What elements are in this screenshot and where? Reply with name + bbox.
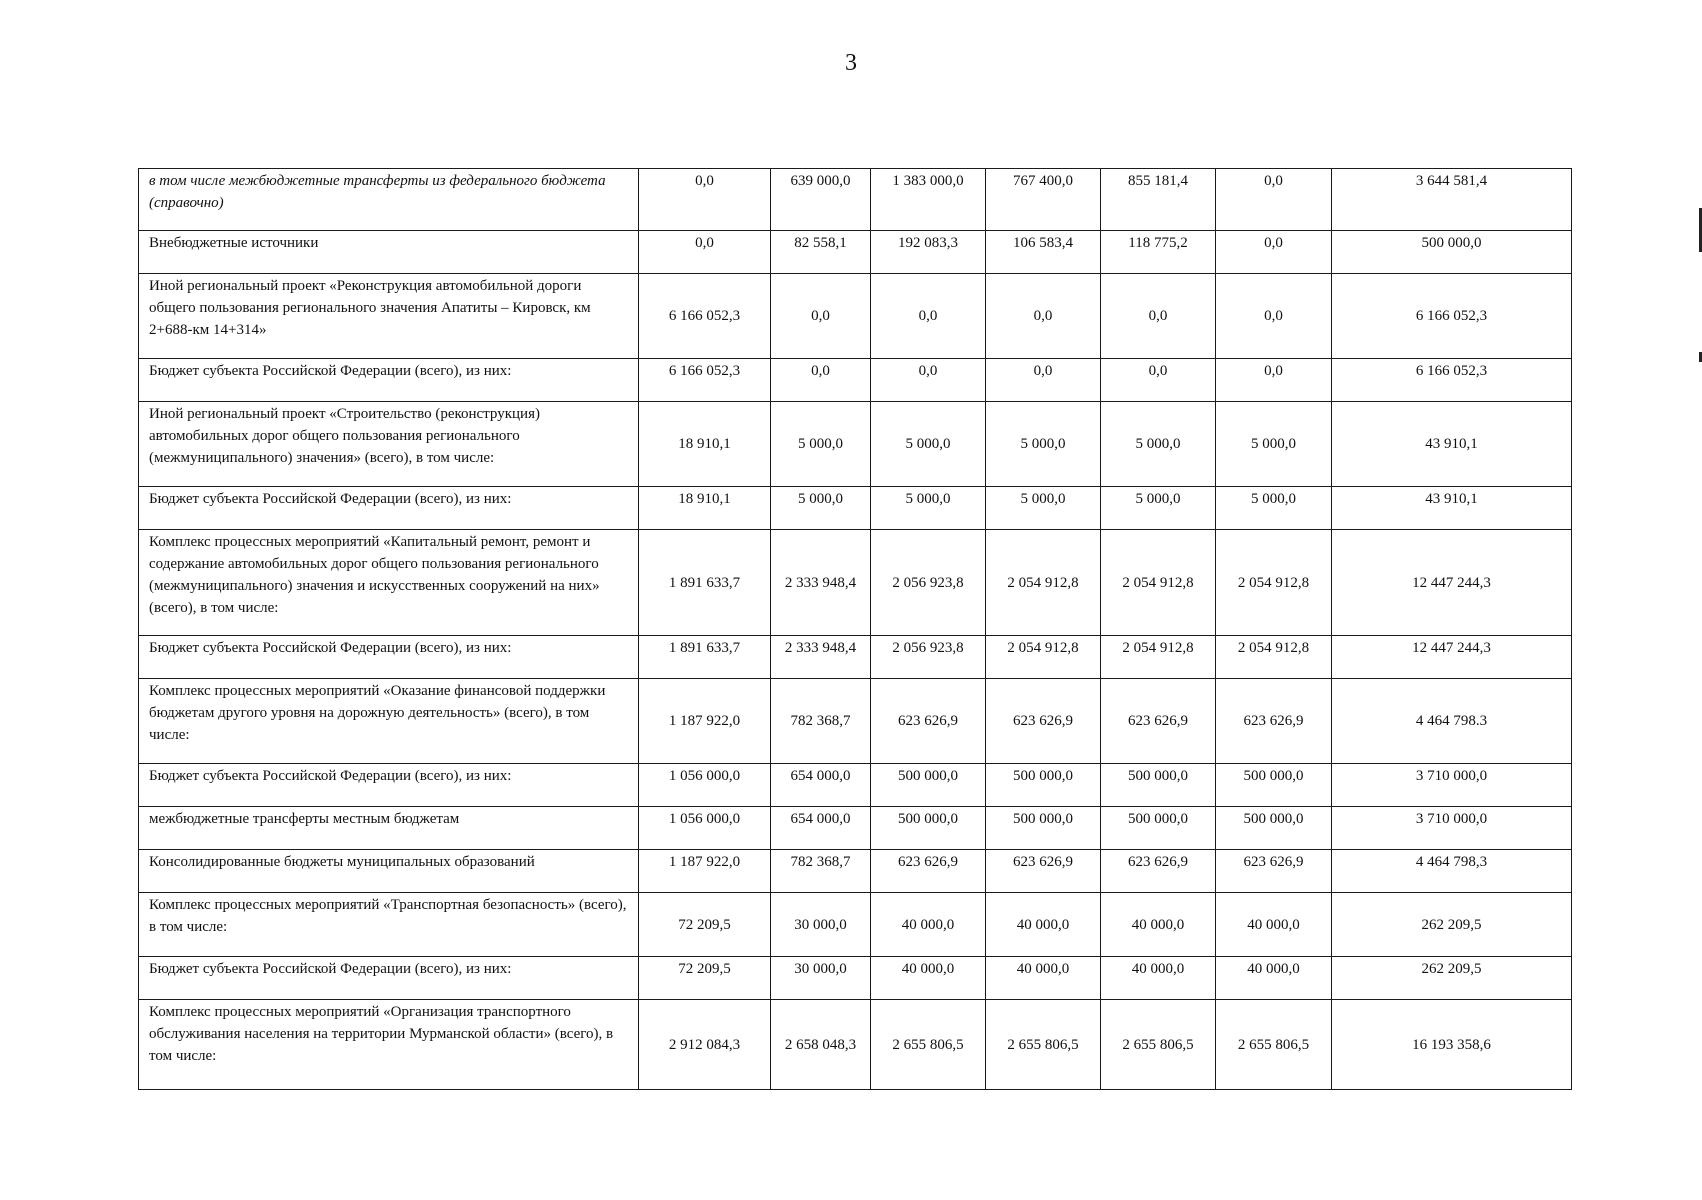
value-cell: 0,0 — [871, 274, 986, 359]
row-label: Комплекс процессных мероприятий «Оказание финансовой поддержки бюджетам другого уровня на дорожную деятельность» (всего), в том числе: — [139, 679, 639, 764]
value-cell: 40 000,0 — [1216, 957, 1332, 1000]
value-cell: 0,0 — [639, 169, 771, 231]
row-total-cell: 500 000,0 — [1332, 231, 1572, 274]
value-cell: 500 000,0 — [1101, 807, 1216, 850]
value-cell: 623 626,9 — [1216, 679, 1332, 764]
value-cell: 118 775,2 — [1101, 231, 1216, 274]
row-total-cell: 43 910,1 — [1332, 487, 1572, 530]
value-cell: 2 655 806,5 — [986, 1000, 1101, 1090]
value-cell: 5 000,0 — [1216, 487, 1332, 530]
value-cell: 40 000,0 — [871, 957, 986, 1000]
value-cell: 1 056 000,0 — [639, 807, 771, 850]
value-cell: 2 054 912,8 — [986, 530, 1101, 636]
value-cell: 2 333 948,4 — [771, 636, 871, 679]
table-row — [139, 1000, 1572, 1090]
row-total-cell: 3 710 000,0 — [1332, 764, 1572, 807]
value-cell: 30 000,0 — [771, 957, 871, 1000]
value-cell: 0,0 — [771, 359, 871, 402]
value-cell: 0,0 — [1216, 359, 1332, 402]
value-cell: 5 000,0 — [771, 402, 871, 487]
value-cell: 782 368,7 — [771, 850, 871, 893]
value-cell: 623 626,9 — [871, 679, 986, 764]
value-cell: 6 166 052,3 — [639, 359, 771, 402]
table-row — [139, 764, 1572, 807]
table-row — [139, 679, 1572, 764]
row-total-cell: 3 710 000,0 — [1332, 807, 1572, 850]
value-cell: 0,0 — [1216, 274, 1332, 359]
row-label: Бюджет субъекта Российской Федерации (всего), из них: — [139, 636, 639, 679]
value-cell: 654 000,0 — [771, 764, 871, 807]
value-cell: 5 000,0 — [871, 487, 986, 530]
value-cell: 2 054 912,8 — [1101, 530, 1216, 636]
value-cell: 2 056 923,8 — [871, 636, 986, 679]
value-cell: 623 626,9 — [1101, 679, 1216, 764]
value-cell: 2 655 806,5 — [1216, 1000, 1332, 1090]
row-total-cell: 12 447 244,3 — [1332, 530, 1572, 636]
row-total-cell: 43 910,1 — [1332, 402, 1572, 487]
value-cell: 5 000,0 — [986, 487, 1101, 530]
table-row — [139, 169, 1572, 231]
row-label: Бюджет субъекта Российской Федерации (всего), из них: — [139, 764, 639, 807]
value-cell: 2 912 084,3 — [639, 1000, 771, 1090]
value-cell: 623 626,9 — [871, 850, 986, 893]
value-cell: 0,0 — [771, 274, 871, 359]
value-cell: 500 000,0 — [871, 807, 986, 850]
table-row — [139, 893, 1572, 957]
value-cell: 0,0 — [1101, 359, 1216, 402]
value-cell: 1 187 922,0 — [639, 679, 771, 764]
table-row — [139, 274, 1572, 359]
row-total-cell: 4 464 798.3 — [1332, 679, 1572, 764]
value-cell: 1 891 633,7 — [639, 636, 771, 679]
value-cell: 767 400,0 — [986, 169, 1101, 231]
value-cell: 2 054 912,8 — [1216, 530, 1332, 636]
value-cell: 782 368,7 — [771, 679, 871, 764]
row-total-cell: 3 644 581,4 — [1332, 169, 1572, 231]
row-total-cell: 262 209,5 — [1332, 893, 1572, 957]
value-cell: 2 658 048,3 — [771, 1000, 871, 1090]
value-cell: 0,0 — [986, 359, 1101, 402]
value-cell: 82 558,1 — [771, 231, 871, 274]
table-row — [139, 850, 1572, 893]
table-row — [139, 231, 1572, 274]
row-label: Иной региональный проект «Реконструкция автомобильной дороги общего пользования регионального значения Апатиты – Кировск, км 2+688-км 14+314» — [139, 274, 639, 359]
value-cell: 0,0 — [1216, 169, 1332, 231]
value-cell: 106 583,4 — [986, 231, 1101, 274]
value-cell: 6 166 052,3 — [639, 274, 771, 359]
row-label: Иной региональный проект «Строительство (реконструкция) автомобильных дорог общего пользования регионального (межмуниципального) значения» (всего), в том числе: — [139, 402, 639, 487]
row-label: Комплекс процессных мероприятий «Капитальный ремонт, ремонт и содержание автомобильных дорог общего пользования регионального (межмуниципального) значения и искусственных сооружений на них» (всего), в том числе: — [139, 530, 639, 636]
row-label: Бюджет субъекта Российской Федерации (всего), из них: — [139, 957, 639, 1000]
value-cell: 2 054 912,8 — [986, 636, 1101, 679]
value-cell: 2 655 806,5 — [871, 1000, 986, 1090]
value-cell: 1 056 000,0 — [639, 764, 771, 807]
value-cell: 5 000,0 — [1101, 487, 1216, 530]
row-label: Бюджет субъекта Российской Федерации (всего), из них: — [139, 487, 639, 530]
row-label: Комплекс процессных мероприятий «Организация транспортного обслуживания населения на территории Мурманской области» (всего), в том числе: — [139, 1000, 639, 1090]
value-cell: 2 056 923,8 — [871, 530, 986, 636]
value-cell: 623 626,9 — [1216, 850, 1332, 893]
value-cell: 40 000,0 — [986, 957, 1101, 1000]
value-cell: 2 054 912,8 — [1216, 636, 1332, 679]
row-total-cell: 4 464 798,3 — [1332, 850, 1572, 893]
value-cell: 40 000,0 — [1101, 957, 1216, 1000]
value-cell: 500 000,0 — [1216, 764, 1332, 807]
value-cell: 500 000,0 — [871, 764, 986, 807]
value-cell: 5 000,0 — [986, 402, 1101, 487]
value-cell: 654 000,0 — [771, 807, 871, 850]
row-label: в том числе межбюджетные трансферты из федерального бюджета (справочно) — [139, 169, 639, 231]
value-cell: 5 000,0 — [771, 487, 871, 530]
value-cell: 5 000,0 — [871, 402, 986, 487]
table-row — [139, 636, 1572, 679]
value-cell: 18 910,1 — [639, 487, 771, 530]
value-cell: 0,0 — [1101, 274, 1216, 359]
table-row — [139, 487, 1572, 530]
value-cell: 623 626,9 — [986, 679, 1101, 764]
value-cell: 1 187 922,0 — [639, 850, 771, 893]
value-cell: 2 333 948,4 — [771, 530, 871, 636]
page-number: 3 — [845, 50, 857, 76]
table-row — [139, 402, 1572, 487]
row-label: Бюджет субъекта Российской Федерации (всего), из них: — [139, 359, 639, 402]
value-cell: 5 000,0 — [1101, 402, 1216, 487]
table-body — [139, 169, 1572, 1090]
value-cell: 500 000,0 — [1101, 764, 1216, 807]
value-cell: 1 383 000,0 — [871, 169, 986, 231]
value-cell: 72 209,5 — [639, 957, 771, 1000]
value-cell: 40 000,0 — [1101, 893, 1216, 957]
value-cell: 0,0 — [871, 359, 986, 402]
value-cell: 40 000,0 — [1216, 893, 1332, 957]
row-label: Внебюджетные источники — [139, 231, 639, 274]
table-row — [139, 359, 1572, 402]
value-cell: 2 054 912,8 — [1101, 636, 1216, 679]
row-label: Комплекс процессных мероприятий «Транспортная безопасность» (всего), в том числе: — [139, 893, 639, 957]
budget-table — [138, 168, 1572, 1090]
value-cell: 0,0 — [986, 274, 1101, 359]
value-cell: 639 000,0 — [771, 169, 871, 231]
value-cell: 5 000,0 — [1216, 402, 1332, 487]
value-cell: 500 000,0 — [986, 807, 1101, 850]
row-label: межбюджетные трансферты местным бюджетам — [139, 807, 639, 850]
value-cell: 192 083,3 — [871, 231, 986, 274]
value-cell: 40 000,0 — [986, 893, 1101, 957]
row-total-cell: 262 209,5 — [1332, 957, 1572, 1000]
value-cell: 18 910,1 — [639, 402, 771, 487]
value-cell: 0,0 — [1216, 231, 1332, 274]
value-cell: 0,0 — [639, 231, 771, 274]
value-cell: 855 181,4 — [1101, 169, 1216, 231]
value-cell: 500 000,0 — [1216, 807, 1332, 850]
row-total-cell: 12 447 244,3 — [1332, 636, 1572, 679]
table-row — [139, 530, 1572, 636]
value-cell: 30 000,0 — [771, 893, 871, 957]
value-cell: 1 891 633,7 — [639, 530, 771, 636]
value-cell: 40 000,0 — [871, 893, 986, 957]
value-cell: 2 655 806,5 — [1101, 1000, 1216, 1090]
value-cell: 72 209,5 — [639, 893, 771, 957]
row-label: Консолидированные бюджеты муниципальных образований — [139, 850, 639, 893]
row-total-cell: 6 166 052,3 — [1332, 274, 1572, 359]
table-row — [139, 957, 1572, 1000]
row-total-cell: 16 193 358,6 — [1332, 1000, 1572, 1090]
value-cell: 500 000,0 — [986, 764, 1101, 807]
value-cell: 623 626,9 — [1101, 850, 1216, 893]
value-cell: 623 626,9 — [986, 850, 1101, 893]
table-row — [139, 807, 1572, 850]
row-total-cell: 6 166 052,3 — [1332, 359, 1572, 402]
